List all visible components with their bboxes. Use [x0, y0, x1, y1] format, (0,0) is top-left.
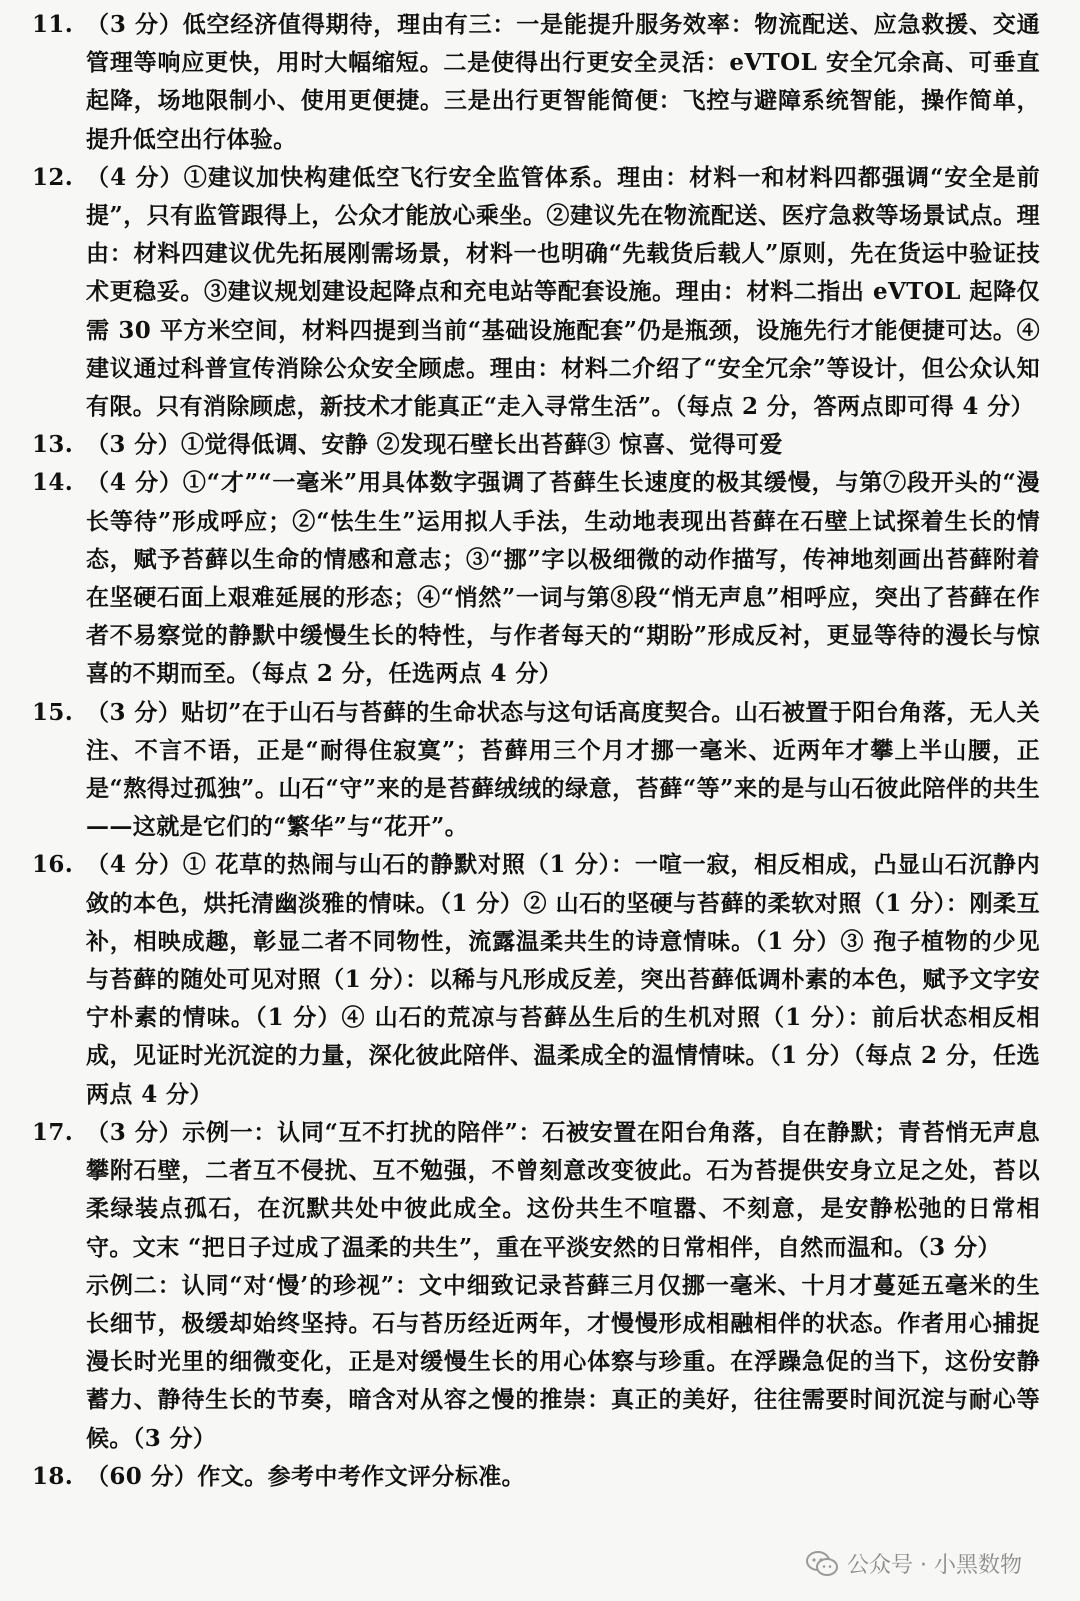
- answer-text: （3 分）示例一：认同“互不打扰的陪伴”：石被安置在阳台角落，自在静默；青苔悄无声息攀附石壁，二者互不侵扰、互不勉强，不曾刻意改变彼此。石为苔提供安身立足之处，苔以柔绿装点孤石，在沉默共处中彼此成全。这份共生不喧嚣、不刻意，是安静松弛的日常相守。文末 “把日子过成了温柔的共生”，重在平淡安然的日常相伴，自然而温和。（3 分）: [86, 1118, 1040, 1261]
- watermark-text: 公众号 · 小黑数物: [847, 1553, 1022, 1578]
- wechat-channel-icon: [805, 1549, 839, 1579]
- answer-item: [32, 694, 1040, 847]
- question-number: 17.: [32, 1118, 74, 1146]
- question-number: 11.: [32, 11, 74, 38]
- question-number: 18.: [32, 1462, 74, 1490]
- answer-item: [32, 464, 1040, 693]
- answer-text: （4 分）① 花草的热闹与山石的静默对照（1 分）：一喧一寂，相反相成，凸显山石沉静内敛的本色，烘托清幽淡雅的情味。（1 分）② 山石的坚硬与苔藓的柔软对照（1 分）：刚柔互补，相映成趣，彰显二者不同物性，流露温柔共生的诗意情味。（1 分）③ 孢子植物的少见与苔藓的随处可见对照（1 分）：以稀与凡形成反差，突出苔藓低调朴素的本色，赋予文字安宁朴素的情味。（1 分）④ 山石的荒凉与苔藓丛生后的生机对照（1 分）：前后状态相反相成，见证时光沉淀的力量，深化彼此陪伴、温柔成全的温情情味。（1 分）（每点 2 分，任选两点 4 分）: [86, 851, 1040, 1108]
- answer-item: [32, 159, 1040, 426]
- answer-item: [32, 6, 1040, 159]
- answer-text: （3 分）低空经济值得期待，理由有三：一是能提升服务效率：物流配送、应急救援、交通管理等响应更快，用时大幅缩短。二是使得出行更安全灵活：eVTOL 安全冗余高、可垂直起降，场地限制小、使用更便捷。三是出行更智能简便：飞控与避障系统智能，操作简单，提升低空出行体验。: [86, 11, 1040, 153]
- answer-item: [32, 426, 1040, 464]
- answer-text: （60 分）作文。参考中考作文评分标准。: [86, 1462, 526, 1490]
- answer-text: （3 分）贴切”在于山石与苔藓的生命状态与这句话高度契合。山石被置于阳台角落，无人关注、不言不语，正是“耐得住寂寞”；苔藓用三个月才挪一毫米、近两年才攀上半山腰，正是“熬得过孤独”。山石“守”来的是苔藓绒绒的绿意，苔藓“等”来的是与山石彼此陪伴的共生——这就是它们的“繁华”与“花开”。: [86, 698, 1040, 841]
- answer-text: （4 分）①建议加快构建低空飞行安全监管体系。理由：材料一和材料四都强调“安全是前提”，只有监管跟得上，公众才能放心乘坐。②建议先在物流配送、医疗急救等场景试点。理由：材料四建议优先拓展刚需场景，材料一也明确“先载货后载人”原则，先在货运中验证技术更稳妥。③建议规划建设起降点和充电站等配套设施。理由：材料二指出 eVTOL 起降仅需 30 平方米空间，材料四提到当前“基础设施配套”仍是瓶颈，设施先行才能便捷可达。④建议通过科普宣传消除公众安全顾虑。理由：材料二介绍了“安全冗余”等设计，但公众认知有限。只有消除顾虑，新技术才能真正“走入寻常生活”。（每点 2 分，答两点即可得 4 分）: [86, 163, 1040, 421]
- answer-item: [32, 1458, 1040, 1496]
- answer-text: （3 分）①觉得低调、安静 ②发现石壁长出苔藓③ 惊喜、觉得可爱: [86, 431, 783, 459]
- question-number: 12.: [32, 163, 74, 191]
- answer-item: [32, 846, 1040, 1113]
- answer-text: 示例二：认同“对‘慢’的珍视”：文中细致记录苔藓三月仅挪一毫米、十月才蔓延五毫米的生长细节，极缓却始终坚持。石与苔历经近两年，才慢慢形成相融相伴的状态。作者用心捕捉漫长时光里的细微变化，正是对缓慢生长的用心体察与珍重。在浮躁急促的当下，这份安静蓄力、静待生长的节奏，暗含对从容之慢的推崇：真正的美好，往往需要时间沉淀与耐心等候。（3 分）: [86, 1271, 1040, 1452]
- watermark: [805, 1548, 1022, 1579]
- answer-item: [32, 1114, 1040, 1458]
- question-number: 15.: [32, 698, 74, 726]
- question-number: 14.: [32, 469, 74, 497]
- question-number: 13.: [32, 431, 74, 459]
- question-number: 16.: [32, 851, 74, 879]
- answer-text: （4 分）①“才”“一毫米”用具体数字强调了苔藓生长速度的极其缓慢，与第⑦段开头的“漫长等待”形成呼应；②“怯生生”运用拟人手法，生动地表现出苔藓在石壁上试探着生长的情态，赋予苔藓以生命的情感和意志；③“挪”字以极细微的动作描写，传神地刻画出苔藓附着在坚硬石面上艰难延展的形态；④“悄然”一词与第⑧段“悄无声息”相呼应，突出了苔藓在作者不易察觉的静默中缓慢生长的特性，与作者每天的“期盼”形成反衬，更显等待的漫长与惊喜的不期而至。（每点 2 分，任选两点 4 分）: [86, 469, 1040, 688]
